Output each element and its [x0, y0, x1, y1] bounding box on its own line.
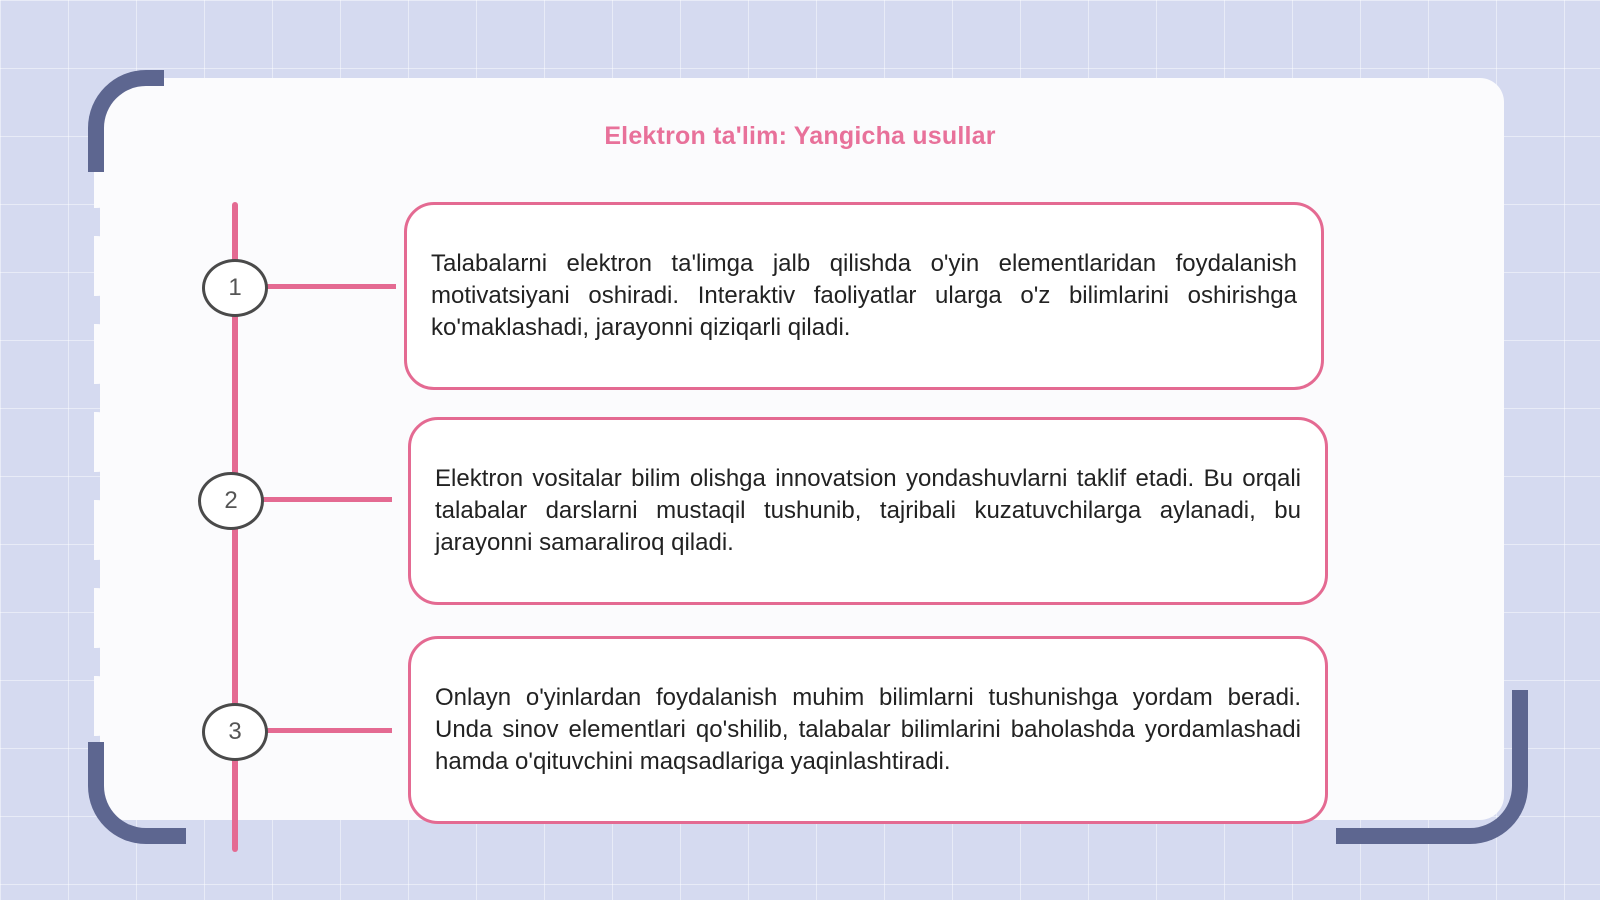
step-number-label: 2 — [224, 487, 238, 514]
step-number-2 — [198, 472, 264, 530]
step-text-1: Talabalarni elektron ta'limga jalb qilishda o'yin elementlaridan foydalanish motivatsiyani oshiradi. Interaktiv faoliyatlar ularga o'z bilimlarini oshirishga ko'maklashadi, jarayonni qiziqarli qiladi. — [431, 250, 1297, 341]
step-number-3 — [202, 703, 268, 761]
step-connector-2 — [262, 497, 392, 502]
step-content-box-3 — [408, 636, 1328, 824]
step-number-label: 1 — [228, 274, 242, 301]
step-text-3: Onlayn o'yinlardan foydalanish muhim bilimlarni tushunishga yordam beradi. Unda sinov elementlari qo'shilib, talabalar bilimlarini baholashda yordamlashadi hamda o'qituvchini maqsadlariga yaqinlashtiradi. — [435, 684, 1301, 775]
slide-title: Elektron ta'lim: Yangicha usullar — [604, 122, 996, 150]
step-number-label: 3 — [228, 718, 242, 745]
frame-corner-top-left — [88, 70, 164, 172]
step-connector-1 — [266, 284, 396, 289]
frame-corner-bottom-left — [88, 742, 186, 844]
step-content-box-1 — [404, 202, 1324, 390]
frame-corner-bottom-right — [1336, 690, 1528, 844]
step-connector-3 — [266, 728, 392, 733]
step-text-2: Elektron vositalar bilim olishga innovatsion yondashuvlarni taklif etadi. Bu orqali talabalar darslarni mustaqil tushunib, tajribali kuzatuvchilarga aylanadi, bu jarayonni samaraliroq qiladi. — [435, 465, 1301, 556]
step-number-1 — [202, 259, 268, 317]
step-content-box-2 — [408, 417, 1328, 605]
